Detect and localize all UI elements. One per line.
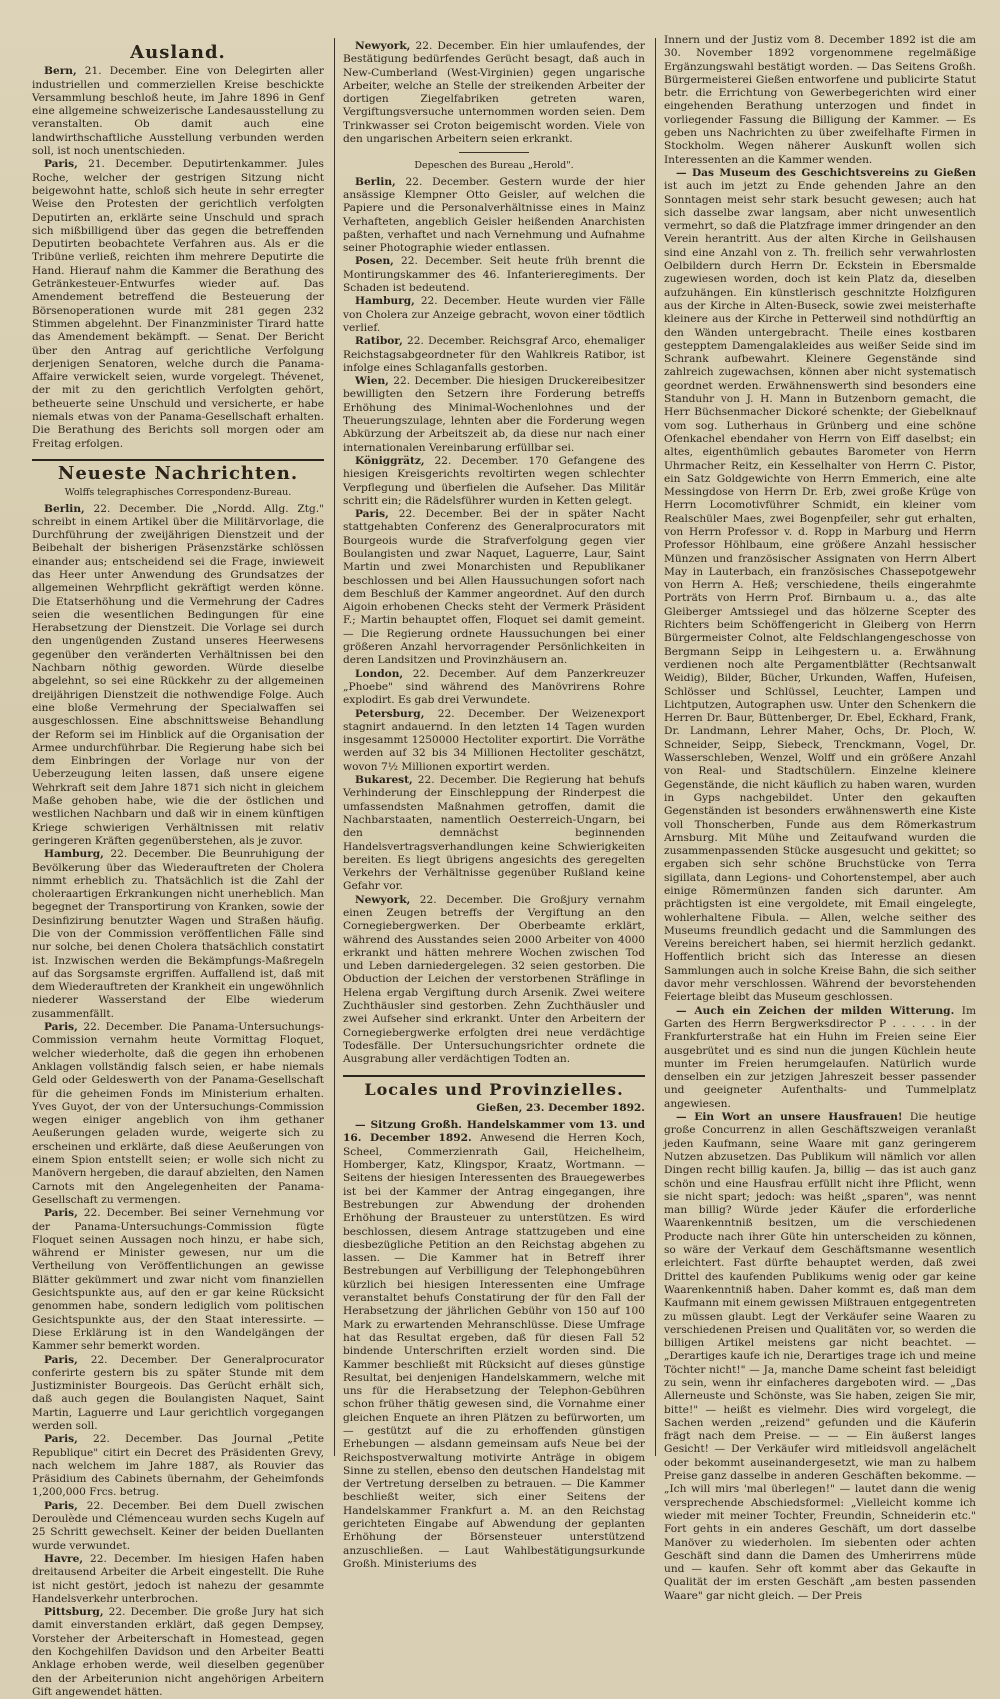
article-paris: Paris, 22. December. Der Generalprocurator conferirte gestern bis zu später Stunde mit dem Justizminister Bourgeois. Das Gerücht erhält sich, daß auch gegen die Boulangisten Naquet, Saint Martin, Laguerre und Laur gerichtlich vorgegangen werden soll. bbox=[32, 1353, 324, 1432]
column-1 bbox=[32, 40, 325, 1698]
article-posen: Posen, 22. December. Seit heute früh brennt die Montirungskammer des 46. Infanterieregiments. Der Schaden ist bedeutend. bbox=[343, 255, 645, 295]
section-divider bbox=[32, 459, 324, 461]
divider bbox=[459, 152, 529, 153]
article-newyork: Newyork, 22. December. Ein hier umlaufendes, der Bestätigung bedürfendes Gerücht besagt, daß auch in New-Cumberland (West-Virginien) gegen ungarische Arbeiter, welche an Stelle der streikenden Arbeiter der dortigen Ziegelfabriken getreten waren, Vergiftungsversuche unternommen worden seien. Dem Trinkwasser sei Croton beigemischt worden. Viele von den ungarischen Arbeitern seien erkrankt. bbox=[343, 40, 645, 146]
article-paris: Paris, 22. December. Bei der in später Nacht stattgehabten Conferenz des Generalprocurators mit Bourgeois wurde die Strafverfolgung gegen vier Boulangisten und zwar Naquet, Laguerre, Laur, Saint Martin und zwei Monarchisten und Republikaner beschlossen und bei Allen Haussuchungen sofort nach dem Beschluß der Kammer angeordnet. Auf den durch Aigoin erhobenen Checks steht der Vermerk Präsident F.; Martin behauptet offen, Floquet sei damit gemeint. — Die Regierung ordnete Haussuchungen bei einer größeren Anzahl hervorragender Persönlichkeiten in deren Landsitzen und Provinzhäusern an. bbox=[343, 508, 645, 667]
column-3 bbox=[664, 34, 976, 1602]
article-paris: Paris, 22. December. Bei seiner Vernehmung vor der Panama-Untersuchungs-Commission fügte Floquet seinen Aussagen noch hinzu, er habe sich, während er Minister gewesen, nur um die Vertheilung von Veröffentlichungen an gewisse Blätter gekümmert und zwar nicht vom finanziellen Gesichtspunkte aus, auf den er gar keine Rücksicht genommen habe, sondern lediglich vom politischen Gesichtspunkte aus, der den Staat interessirte. — Diese Erklärung ist in den Wandelgängen der Kammer sehr bemerkt worden. bbox=[32, 1207, 324, 1353]
article-bern: Bern, 21. December. Eine von Delegirten aller industriellen und commerziellen Kreise beschickte Versammlung beschloß heute, im Jahre 1896 in Genf eine allgemeine schweizerische Landesausstellung zu veranstalten. Ob damit auch eine landwirthschaftliche Ausstellung verbunden werden soll, ist noch unentschieden. bbox=[32, 65, 325, 158]
article-paris: Paris, 22. December. Das Journal „Petite Republique" citirt ein Decret des Präsidenten Grevy, nach welchem im Jahre 1887, als Rouvier das Präsidium des Cabinets übernahm, der Geheimfonds 1,200,000 Frcs. betrug. bbox=[32, 1433, 324, 1499]
article-pittsburg: Pittsburg, 22. December. Die große Jury hat sich damit einverstanden erklärt, daß gegen Dempsey, Vorsteher der Arbeiterschaft in Homestead, gegen den Kochgehilfen Davidson und den Arbeiter Beatti Anklage erhoben werde, weil dieselben gegenüber den der Arbeiterunion nicht angehörigen Arbeitern Gift angewendet hätten. bbox=[32, 1606, 324, 1698]
article-newyork: Newyork, 22. December. Die Großjury vernahm einen Zeugen betreffs der Vergiftung an den Cornegiebergwerken. Der Oberbeamte erklärt, während des Ausstandes seien 2000 Arbeiter von 4000 erkrankt und hätten mehrere Wochen zwischen Tod und Leben darniedergelegen. 32 seien gestorben. Die Obduction der Leichen der verstorbenen Sträflinge in Helena ergab Vergiftung durch Arsenik. Zwei weitere Zuchthäusler sind gestorben. Zehn Zuchthäusler und zwei Aufseher sind erkrankt. Unter den Arbeitern der Cornegiebergwerke erfolgten drei neue verdächtige Todesfälle. Der Untersuchungsrichter ordnete die Ausgrabung aller verdächtigen Todten an. bbox=[343, 893, 645, 1066]
article-museum: — Das Museum des Geschichtsvereins zu Gießen ist auch im jetzt zu Ende gehenden Jahre an den Sonntagen meist sehr stark besucht gewesen; auch hat sich dasselbe zwar langsam, aber nicht unwesentlich vermehrt, so daß die Platzfrage immer dringender an den Verein herantritt. Aus der alten Kirche in Geilshausen sind eine Anzahl von z. Th. freilich sehr verwahrlosten Oelbildern durch Herrn Dr. Eckstein in Ebersmalde zugewiesen worden, doch ist kein Platz da, dieselben aufzuhängen. Ein künstlerisch geschnitzte Holzfiguren aus der Kirche in Alten-Buseck, sowie zwei meisterhafte kleinere aus der Kirche in Petterweil sind nothdürftig an den Wänden untergebracht. Theile eines kostbaren gestepptem Damengalakleides aus weißer Seide sind im Schrank aufbewahrt. Kleinere Gegenstände sind zahlreich zugewachsen, können aber nicht systematisch geordnet werden. Erwähnenswerth sind besonders eine Standuhr von J. H. Mann in Butzenborn gemacht, die Herr Büchsenmacher Dickoré schenkte; der Giebelknauf vom sog. Lutherhaus in Grünberg und eine schöne Ofenkachel ebendaher von Herrn von Eiff daselbst; ein altes, eigenthümlich gebautes Barometer von Herrn Uhrmacher Reitz, ein Kesselhalter von Herrn C. Pistor, ein Satz Goldgewichte von Herrn Emmerich, eine alte Messingdose von Herrn Dr. Erb, zwei große Krüge von Herrn Locomotivführer Schmidt, ein kleiner vom Realschüler Maes, zwei Bogenpfeiler, sehr gut erhalten, von Herrn Professor v. d. Ropp in Marburg und Herrn Professor Höhlbaum, eine größere Anzahl hessischer Münzen und französischer Assignaten von Herrn Albert May in Lauterbach, ein französisches Chassepotgewehr von Herrn A. Heß; verschiedene, theils eingerahmte Porträts von Herrn Prof. Birnbaum u. a., das alte Gleiberger Amtssiegel und das hölzerne Scepter des Richters beim Schöffengericht in Gleiberg von Herrn Bürgermeister Colnot, alte Feldschlangengeschosse von Bergmann Seipp in Leihgestern u. a. Erwähnung verdienen noch alte Pergamentblätter (Rechtsanwalt Weidig), Bilder, Bücher, Urkunden, Waffen, Hufeisen, Schlösser und Schlüssel, Leuchter, Lampen und Lichtputzen, Autographen usw. Unter den Schenkern die Herren Dr. Baur, Büttenberger, Dr. Ebel, Eckhard, Frank, Dr. Landmann, Lehrer Maher, Ochs, Dr. Ploch, W. Schneider, Seipp, Siebeck, Trenckmann, Vogel, Dr. Wasserschleben, Wenzel, Wolff und ein größere Anzahl von Real- und Stadtschülern. Einzelne kleinere Gegenstände, die nicht käuflich zu haben waren, wurden in Gyps nachgebildet. Unter den gekauften Gegenständen ist besonders erwähnenswerth eine Kiste voll Thonscherben, Funde aus dem Römerkastrum Arnsburg. Mit Mühe und Zeitaufwand wurden die zusammenpassenden Stücke ausgesucht und gekittet; so ergaben sich sehr schöne Bruchstücke von Terra sigillata, dann Legions- und Cohortenstempel, aber auch einige Römermünzen fanden sich darunter. Am prächtigsten ist eine vergoldete, mit Email eingelegte, wohlerhaltene Fibula. — Allen, welche seither des Museums freundlich gedacht und die Sammlungen des Vereins bereichert haben, sei hiermit herzlich gedankt. Hoffentlich bricht sich das Interesse an diesen Sammlungen auch in solche Kreise Bahn, die sich seither davor mehr verschlossen. Während der bevorstehenden Feiertage bleibt das Museum geschlossen. bbox=[664, 166, 976, 1004]
column-rule bbox=[655, 38, 656, 1456]
article-berlin: Berlin, 22. December. Gestern wurde der hier ansässige Klempner Otto Geisler, auf welchen die Papiere und die Personalverhältnisse eines in Mainz Verhafteten, angeblich Geisler heißenden Anarchisten paßten, verhaftet und nach Vernehmung und Aufnahme seiner Photographie wieder entlassen. bbox=[343, 175, 645, 255]
article-london: London, 22. December. Auf dem Panzerkreuzer „Phoebe" sind während des Manövrirens Rohre explodirt. Es gab drei Verwundete. bbox=[343, 667, 645, 707]
article-continuation: Innern und der Justiz vom 8. December 1892 ist die am 30. November 1892 vorgenommene regelmäßige Ergänzungswahl bestätigt worden. — Das Seitens Großh. Bürgermeisterei Gießen entworfene und publicirte Statut betr. die Errichtung von Gewerbegerichten wird einer eingehenden Berathung unterzogen und findet in vorliegender Fassung die Billigung der Kammer. — Es geben uns Nachrichten zu über zweifelhafte Firmen in Stockholm. Wegen näherer Auskunft wollen sich Interessenten an die Kammer wenden. bbox=[664, 34, 976, 166]
section-heading-neueste: Neueste Nachrichten. bbox=[57, 462, 299, 484]
article-paris: Paris, 22. December. Die Panama-Untersuchungs-Commission vernahm heute Vormittag Floquet, welcher wiederholte, daß die gegen ihn erhobenen Anklagen vollständig falsch seien, er habe niemals Geld oder Geldeswerth von der Panama-Gesellschaft für die geheimen Fonds im Ministerium erhalten. Yves Guyot, der von der Untersuchungs-Commission wegen einiger angeblich von ihm gethaner Aeußerungen geladen wurde, weigerte sich zu erscheinen und erklärte, daß diese Aeußerungen von einem Spion entstellt seien; er wolle sich nicht zu Manövern hergeben, die darauf abzielten, den Namen Carnots mit den Angelegenheiten der Panama-Gesellschaft zu vermengen. bbox=[32, 1021, 325, 1206]
dateline: Gießen, 23. December 1892. bbox=[476, 1101, 645, 1114]
column-rule bbox=[334, 38, 335, 1456]
article-bukarest: Bukarest, 22. December. Die Regierung hat behufs Verhinderung der Einschleppung der Rinderpest die umfassendsten Maßnahmen getroffen, damit die Nachbarstaaten, namentlich Oesterreich-Ungarn, bei den demnächst beginnenden Handelsvertragsverhandlungen keine Schwierigkeiten bereiten. Es liegt übrigens angesichts des geregelten Verkehrs der Verhältnisse gegenüber Rußland keine Gefahr vor. bbox=[343, 774, 645, 893]
section-heading-ausland: Ausland. bbox=[130, 42, 226, 63]
column-2 bbox=[343, 40, 646, 1570]
article-havre: Havre, 22. December. Im hiesigen Hafen haben dreitausend Arbeiter die Arbeit eingestellt. Die Ruhe ist nicht gestört, jedoch ist nahezu der gesammte Handelsverkehr unterbrochen. bbox=[32, 1552, 324, 1605]
article-ratibor: Ratibor, 22. December. Reichsgraf Arco, ehemaliger Reichstagsabgeordneter für den Wahlkreis Ratibor, ist infolge eines Schlaganfalls gestorben. bbox=[343, 335, 645, 374]
article-koeniggraetz: Königgrätz, 22. December. 170 Gefangene des hiesigen Kreisgerichts revoltirten wegen schlechter Verpflegung und überfielen die Aufseher. Das Militär schritt ein; die Rädelsführer wurden in Ketten gelegt. bbox=[343, 454, 645, 507]
article-hamburg: Hamburg, 22. December. Die Beunruhigung der Bevölkerung über das Wiederauftreten der Cholera nimmt erheblich zu. Thatsächlich ist die Zahl der choleraartigen Erkrankungen nicht unerheblich. Man begegnet der Transportirung von Kranken, sowie der Desinfizirung benutzter Wagen und Straßen häufig. Die von der Commission veröffentlichen Fälle sind nur solche, bei denen Cholera thatsächlich constatirt ist. Inzwischen werden die Bekämpfungs-Maßregeln auf das Sorgsamste ergriffen. Auffallend ist, daß mit dem Wiederauftreten der Krankheit ein ungewöhnlich niederer Wasserstand der Elbe wiederum zusammenfällt. bbox=[32, 848, 325, 1020]
section-divider bbox=[343, 1075, 645, 1077]
article-berlin: Berlin, 22. December. Die „Nordd. Allg. Ztg." schreibt in einem Artikel über die Militärvorlage, die Durchführung der zweijährigen Dienstzeit und der Beibehalt der bisherigen Präsenzstärke schlössen einander aus; entscheidend sei die Frage, inwieweit das Heer unter Anwendung des Grundsatzes der allgemeinen Wehrpflicht gekräftigt werden könne. Die Etatserhöhung und die Vermehrung der Cadres seien die wesentlichen Bedingungen für eine Herabsetzung der Dienstzeit. Die Vorlage sei durch den ungenügenden Zustand unseres Heerwesens gegenüber den veränderten Verhältnissen bei den Nachbarn nöthig geworden. Würde dieselbe abgelehnt, so sei eine Rückkehr zu der allgemeinen dreijährigen Dienstzeit die nothwendige Folge. Auch eine bloße Vermehrung der Specialwaffen sei ausgeschlossen. Eine abschnittsweise Behandlung der Reform sei im Hinblick auf die Organisation der Armee undurchführbar. Die Regierung habe sich bei dem Einbringen der Vorlage nur von der Ueberzeugung leiten lassen, daß unsere eigene Wehrkraft seit dem Jahre 1871 sich nicht in gleichem Maße gehoben habe, wie die der östlichen und westlichen Nachbarn und daß wir in einem künftigen Kriege schwierigen Verhältnissen mit relativ geringeren Kräften gegenüberstehen, als je zuvor. bbox=[32, 502, 325, 847]
article-wien: Wien, 22. December. Die hiesigen Druckereibesitzer bewilligten den Setzern ihre Forderung betreffs Erhöhung des Minimal-Wochenlohnes und der Theuerungszulage, lehnten aber die Forderung wegen Abkürzung der Arbeitszeit ab, da diese nur nach einer internationalen Vereinbarung erfüllbar sei. bbox=[343, 375, 645, 454]
wire-service-heading: Depeschen des Bureau „Herold". bbox=[414, 160, 574, 172]
section-heading-locales: Locales und Provinzielles. bbox=[364, 1079, 624, 1099]
article-hamburg: Hamburg, 22. December. Heute wurden vier Fälle von Cholera zur Anzeige gebracht, wovon einer tödtlich verlief. bbox=[343, 295, 645, 334]
article-handelskammer: — Sitzung Großh. Handelskammer vom 13. und 16. December 1892. Anwesend die Herren Koch, Scheel, Commerzienrath Gail, Heichelheim, Homberger, Katz, Klingspor, Kraatz, Wortmann. — Seitens der hiesigen Interessenten des Brauegewerbes ist bei der Kammer der Antrag eingegangen, ihre Bestrebungen zur Abwendung der drohenden Erhöhung der Brausteuer zu unterstützen. Es wird beschlossen, diesem Antrage stattzugeben und eine diesbezügliche Petition an den Reichstag abgehen zu lassen. — Die Kammer hat in Betreff ihrer Bestrebungen auf Verbilligung der Telephongebühren kürzlich bei hiesigen Interessenten eine Umfrage veranstaltet behufs Constatirung der für den Fall der Herabsetzung der jährlichen Gebühr von 150 auf 100 Mark zu erwartenden Mehranschlüsse. Diese Umfrage hat das Resultat ergeben, daß für diesen Fall 52 bindende Unterschriften erzielt worden sind. Die Kammer beschließt mit Rücksicht auf dieses günstige Resultat, bei denjenigen Handelskammern, welche mit uns für die Herabsetzung der Telephon-Gebühren schon früher thätig gewesen sind, die Vornahme einer gleichen Enquete an ihren Plätzen zu befürworten, um — gestützt auf die zu erhoffenden günstigen Erhebungen — alsdann gemeinsam aufs Neue bei der Reichspostverwaltung motivirte Anträge in obigem Sinne zu stellen, ebenso den deutschen Handelstag mit der Vertretung derselben zu betrauen. — Die Kammer beschließt weiter, sich einer Seitens der Handelskammer Frankfurt a. M. an den Reichstag gerichteten Eingabe auf Abwendung der geplanten Erhöhung der Börsensteuer unterstützend anzuschließen. — Laut Wahlbestätigungsurkunde Großh. Ministeriums des bbox=[343, 1119, 645, 1570]
article-witterung: — Auch ein Zeichen der milden Witterung. Im Garten des Herrn Bergwerksdirector P . . . . . in der Frankfurterstraße hat ein Huhn im Freien seine Eier ausgebrütet und es sind nun die jungen Küchlein heute munter im Freien herumgelaufen. Natürlich wurde denselben ein zur jetzigen Jahreszeit besser passender und geeigneter Aufenthalts- und Tummelplatz angewiesen. bbox=[664, 1004, 976, 1110]
article-paris: Paris, 21. December. Deputirtenkammer. Jules Roche, welcher der gestrigen Sitzung nicht beigewohnt hatte, schloß sich heute in sehr erregter Weise den Protesten der gerichtlich verfolgten Deputirten an, erklärte seine Unschuld und sprach sich mißbilligend über das gegen die betreffenden Deputirten beobachtete Verfahren aus. Als er die Tribüne verließ, reichten ihm mehrere Deputirte die Hand. Hierauf nahm die Kammer die Berathung des Getränkesteuer-Entwurfes wieder auf. Das Amendement betreffend die Besteuerung der Börsenoperationen wurde mit 281 gegen 232 Stimmen abgelehnt. Der Finanzminister Tirard hatte das Amendement bekämpft. — Senat. Der Bericht über den Antrag auf gerichtliche Verfolgung derjenigen Senatoren, welche durch die Panama-Affaire verwickelt seien, wurde vorgelegt. Thévenet, der mit zu den gerichtlich Verfolgten gehört, betheuerte seine Unschuld und versicherte, er habe niemals etwas von der Panama-Gesellschaft erhalten. Die Berathung des Berichts soll morgen oder am Freitag erfolgen. bbox=[32, 158, 324, 450]
wire-service-heading: Wolffs telegraphisches Correspondenz-Bureau. bbox=[64, 487, 292, 499]
article-hausfrauen: — Ein Wort an unsere Hausfrauen! Die heutige große Concurrenz in allen Geschäftszweigen veranlaßt jeden Kaufmann, seine Waare mit ganz geringerem Nutzen abzusetzen. Das Publikum will nämlich vor allen Dingen recht billig kaufen. Ja, billig — das ist auch ganz schön und eine Hausfrau erfüllt nicht ihre Pflicht, wenn sie nicht spart; jedoch: was heißt „sparen", was nennt man billig? Würde jeder Käufer die erforderliche Waarenkenntniß besitzen, um die verschiedenen Producte nach ihrer Güte hin unterscheiden zu können, so wäre der Verkauf dem Geschäftsmanne wesentlich erleichtert. Fast dürfte behauptet werden, daß zwei Drittel des kaufenden Publikums wenig oder gar keine Waarenkenntniß haben. Daher kommt es, daß man dem Kaufmann mit einem gewissen Mißtrauen entgegentreten zu müssen glaubt. Legt der Verkäufer seine Waaren zu verschiedenen Preisen und Qualitäten vor, so werden die billigen Artikel meistens gar nicht beachtet. — „Derartiges kaufe ich nie, Derartiges trage ich und meine Töchter nicht!" — Ja, manche Dame scheint fast beleidigt zu sein, wenn ihr einfacheres dargeboten wird. — „Das Allerneuste und Schönste, was Sie haben, zeigen Sie mir, bitte!" — heißt es vielmehr. Dies wird vorgelegt, die Sachen werden „reizend" gefunden und die Käuferin frägt nach dem Preise. — — — Ein äußerst langes Gesicht! — Der Verkäufer wird mitleidsvoll angelächelt oder bekommt auseinandergesetzt, wie man zu halbem Preise ganz dasselbe in anderen Geschäften bekomme. — „Ich will mirs 'mal überlegen!" — lautet dann die wenig versprechende Abschiedsformel: „Vielleicht komme ich wieder mit meiner Tochter, Freundin, Schneiderin etc." Fort gehts in ein anderes Geschäft, um dort dasselbe Manöver zu wiederholen. Im siebenten oder achten Geschäft sind dann die Damen des Umherirrens müde und — kaufen. Sehr oft kommt aber das Gekaufte in Qualität der im ersten Geschäft „am besten passenden Waare" gar nicht gleich. — Der Preis bbox=[664, 1111, 976, 1602]
article-petersburg: Petersburg, 22. December. Der Weizenexport stagnirt andauernd. In den letzten 14 Tagen wurden insgesammt 1250000 Hectoliter exportirt. Die Vorräthe werden auf 32 bis 34 Millionen Hectoliter geschätzt, wovon 7½ Millionen exportirt werden. bbox=[343, 707, 646, 773]
article-paris: Paris, 22. December. Bei dem Duell zwischen Deroulède und Clémenceau wurden sechs Kugeln auf 25 Schritt gewechselt. Keiner der beiden Duellanten wurde verwundet. bbox=[32, 1499, 324, 1552]
